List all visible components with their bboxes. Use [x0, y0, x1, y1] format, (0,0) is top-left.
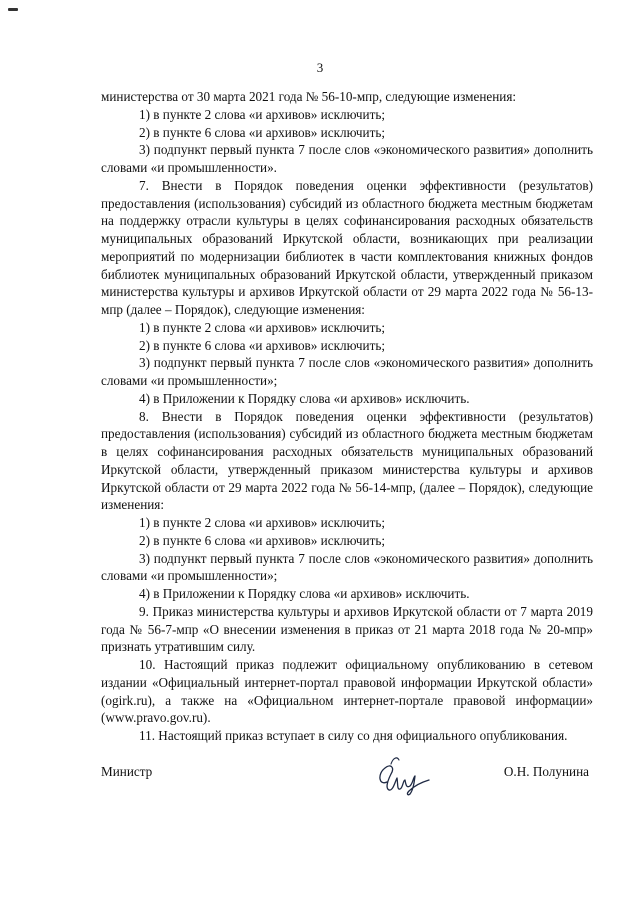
list-item: 1) в пункте 2 слова «и архивов» исключить;	[139, 106, 386, 122]
list-item: 3) подпункт первый пункта 7 после слов «экономического развития» дополнить словами «и промышленности»;	[101, 550, 593, 584]
document-body	[101, 88, 593, 745]
list-item: 3) подпункт первый пункта 7 после слов «экономического развития» дополнить словами «и промышленности».	[101, 142, 593, 175]
clause-11: 11. Настоящий приказ вступает в силу со дня официального опубликования.	[139, 728, 568, 743]
paragraph-continuation: министерства от 30 марта 2021 года № 56-10-мпр, следующие изменения:	[101, 89, 517, 104]
clause-7: 7. Внести в Порядок поведения оценки эффективности (результатов) предоставления (использования) субсидий из областного бюджета местным бюджетам на поддержку отрасли культуры в целях софинансирования расходных обязательств муниципальных образований Иркутской области, возникающих при реализации мероприятий по модернизации библиотек в части комплектования книжных фондов библиотек муниципальных образований Иркутской области, утвержденный приказом министерства культуры и архивов Иркутской области от 29 марта 2022 года № 56-13-мпр (далее – Порядок), следующие изменения:	[101, 177, 593, 317]
list-item: 1) в пункте 2 слова «и архивов» исключить;	[139, 319, 386, 335]
list-item: 2) в пункте 6 слова «и архивов» исключить;	[139, 337, 386, 353]
clause-8: 8. Внести в Порядок поведения оценки эффективности (результатов) предоставления (использования) субсидий из областного бюджета местным бюджетам в целях софинансирования расходных обязательств муниципальных образований Иркутской области, утвержденный приказом министерства культуры и архивов Иркутской области от 29 марта 2022 года № 56-14-мпр, (далее – Порядок), следующие изменения:	[101, 408, 593, 513]
page-number: 3	[316, 60, 324, 75]
handwritten-signature	[373, 752, 433, 796]
list-item: 4) в Приложении к Порядку слова «и архивов» исключить.	[139, 586, 470, 601]
list-item: 2) в пункте 6 слова «и архивов» исключить;	[139, 124, 386, 140]
signatory-title: Министр	[101, 764, 153, 779]
signature-block	[101, 752, 593, 812]
clause-10: 10. Настоящий приказ подлежит официальному опубликованию в сетевом издании «Официальный интернет-портал правовой информации Иркутской области» (ogirk.ru), а также на «Официальном интернет-портале правовой информации» (www.pravo.gov.ru).	[101, 657, 593, 726]
list-item: 2) в пункте 6 слова «и архивов» исключить;	[139, 532, 386, 548]
signatory-name: О.Н. Полунина	[503, 764, 589, 779]
clause-9: 9. Приказ министерства культуры и архивов Иркутской области от 7 марта 2019 года № 56-7-мпр «О внесении изменения в приказ от 21 марта 2018 года № 20-мпр» признать утратившим силу.	[101, 603, 593, 655]
list-item: 4) в Приложении к Порядку слова «и архивов» исключить.	[139, 390, 470, 406]
list-item: 1) в пункте 2 слова «и архивов» исключить;	[139, 515, 386, 530]
list-item: 3) подпункт первый пункта 7 после слов «экономического развития» дополнить словами «и промышленности»;	[101, 355, 593, 388]
scan-corner-mark	[8, 8, 18, 11]
